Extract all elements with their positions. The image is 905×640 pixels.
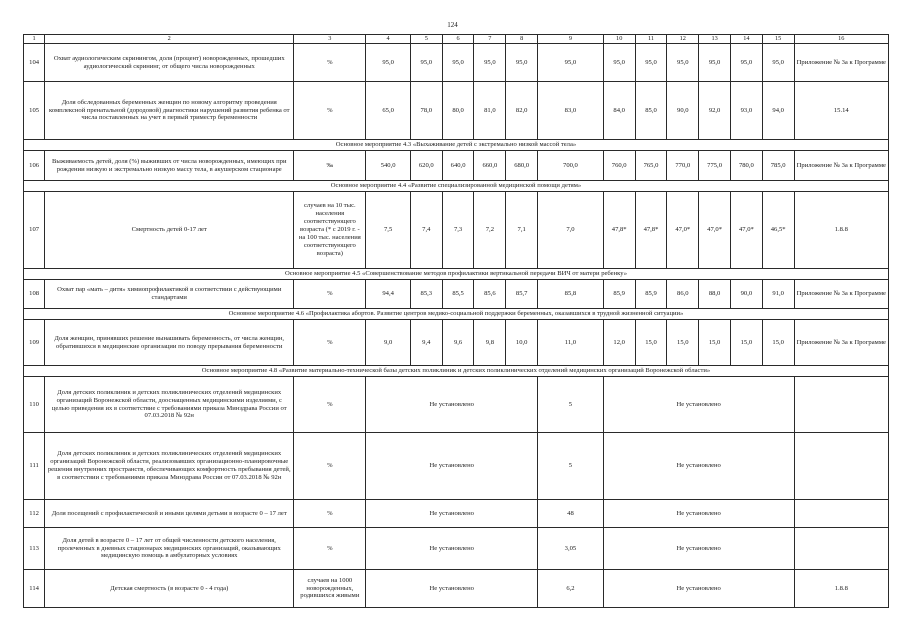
section-title: Основное мероприятие 4.3 «Выхаживание детей с экстремально низкой массой тела»: [24, 140, 889, 151]
row-number: 111: [24, 433, 45, 500]
value-cell: 785,0: [762, 151, 794, 181]
header-cell: 11: [635, 35, 667, 44]
value-cell: 90,0: [730, 280, 762, 309]
note-cell: Приложение № 3а к Программе: [794, 44, 888, 82]
section-row: [24, 269, 889, 280]
value-cell: 9,4: [410, 320, 442, 366]
indicator-name: Доля детских поликлиник и детских поликлинических отделений медицинских организаций Воронежской области, дооснащенных медицинскими изделиями, с целью приведения их в соответствие с требованиями приказа Минздрава России от 07.03.2018 № 92н: [45, 377, 294, 433]
value-cell: 90,0: [667, 82, 699, 140]
row-number: 109: [24, 320, 45, 366]
table-row: [24, 570, 889, 608]
value-cell: 80,0: [442, 82, 474, 140]
table-row: [24, 44, 889, 82]
value-cell: 7,0: [538, 192, 604, 269]
not-set-cell: Не установлено: [603, 377, 794, 433]
note-cell: [794, 528, 888, 570]
row-number: 113: [24, 528, 45, 570]
value-cell: 15,0: [667, 320, 699, 366]
not-set-cell: Не установлено: [366, 570, 538, 608]
header-cell: 13: [699, 35, 731, 44]
not-set-cell: Не установлено: [366, 377, 538, 433]
table-row: [24, 528, 889, 570]
value-cell: 47,0*: [667, 192, 699, 269]
note-cell: Приложение № 3а к Программе: [794, 280, 888, 309]
value-cell: 95,0: [410, 44, 442, 82]
page-number: 124: [447, 21, 458, 29]
value-cell: 680,0: [506, 151, 538, 181]
unit: %: [294, 433, 366, 500]
value-cell: 47,0*: [730, 192, 762, 269]
value-cell: 95,0: [730, 44, 762, 82]
note-cell: 1.8.8: [794, 192, 888, 269]
value-cell: 95,0: [699, 44, 731, 82]
header-cell: 3: [294, 35, 366, 44]
value-cell: 46,5*: [762, 192, 794, 269]
value-cell: 95,0: [635, 44, 667, 82]
value-cell: 9,8: [474, 320, 506, 366]
value-cell: 94,4: [366, 280, 411, 309]
value-cell: 95,0: [474, 44, 506, 82]
indicator-name: Доля обследованных беременных женщин по новому алгоритму проведения комплексной пренатальной (дородовой) диагностики нарушений развития ребенка от числа поставленных на учет в первый триместр беременности: [45, 82, 294, 140]
value-cell: 81,0: [474, 82, 506, 140]
not-set-cell: Не установлено: [603, 500, 794, 528]
table-row: [24, 433, 889, 500]
value-cell: 9,6: [442, 320, 474, 366]
value-cell: 7,1: [506, 192, 538, 269]
header-cell: 4: [366, 35, 411, 44]
value-cell: 95,0: [762, 44, 794, 82]
table-row: [24, 320, 889, 366]
value-cell: 94,0: [762, 82, 794, 140]
table-row: [24, 82, 889, 140]
value-cell: 640,0: [442, 151, 474, 181]
row-number: 107: [24, 192, 45, 269]
value-cell: 10,0: [506, 320, 538, 366]
indicator-name: Охват пар «мать – дитя» химиопрофилактикой в соответствии с действующими стандартами: [45, 280, 294, 309]
table-row: [24, 500, 889, 528]
unit: случаев на 1000 новорожденных, родившихся живыми: [294, 570, 366, 608]
header-cell: 10: [603, 35, 635, 44]
header-cell: 15: [762, 35, 794, 44]
value-cell: 78,0: [410, 82, 442, 140]
value-cell: 93,0: [730, 82, 762, 140]
value-cell: 9,0: [366, 320, 411, 366]
header-cell: 5: [410, 35, 442, 44]
indicators-table: [23, 34, 889, 608]
value-cell: 85,8: [538, 280, 604, 309]
unit: случаев на 10 тыс. населения соответствующего возраста (* с 2019 г. - на 100 тыс. населения соответствующего возраста): [294, 192, 366, 269]
row-number: 104: [24, 44, 45, 82]
value-cell: 15,0: [635, 320, 667, 366]
indicator-name: Доля детей в возрасте 0 – 17 лет от общей численности детского населения, пролеченных в дневных стационарах медицинских организаций, оказывающих медицинскую помощь в амбулаторных условиях: [45, 528, 294, 570]
value-cell: 82,0: [506, 82, 538, 140]
value-cell: 11,0: [538, 320, 604, 366]
value-cell: 85,3: [410, 280, 442, 309]
section-row: [24, 309, 889, 320]
section-title: Основное мероприятие 4.5 «Совершенствование методов профилактики вертикальной передачи ВИЧ от матери ребенку»: [24, 269, 889, 280]
indicator-name: Детская смертность (в возрасте 0 - 4 года): [45, 570, 294, 608]
value-cell: 7,4: [410, 192, 442, 269]
table-row: [24, 377, 889, 433]
value-cell: 620,0: [410, 151, 442, 181]
indicator-name: Выживаемость детей, доля (%) выживших от числа новорожденных, имеющих при рождении низкую и экстремально низкую массу тела, в акушерском стационаре: [45, 151, 294, 181]
value-cell: 88,0: [699, 280, 731, 309]
not-set-cell: Не установлено: [366, 433, 538, 500]
not-set-cell: Не установлено: [603, 433, 794, 500]
section-title: Основное мероприятие 4.6 «Профилактика абортов. Развитие центров медико-социальной поддержки беременных, оказавшихся в трудной жизненной ситуации»: [24, 309, 889, 320]
value-cell: 775,0: [699, 151, 731, 181]
note-cell: [794, 433, 888, 500]
table-row: [24, 151, 889, 181]
row-number: 106: [24, 151, 45, 181]
value-cell: 95,0: [538, 44, 604, 82]
value-cell: 780,0: [730, 151, 762, 181]
unit: %: [294, 44, 366, 82]
value-cell: 85,9: [635, 280, 667, 309]
section-row: [24, 181, 889, 192]
value-cell: 91,0: [762, 280, 794, 309]
value-cell: 15,0: [699, 320, 731, 366]
indicator-name: Доля женщин, принявших решение вынашивать беременность, от числа женщин, обратившихся в медицинские организации по поводу прерывания беременности: [45, 320, 294, 366]
section-row: [24, 366, 889, 377]
value-cell: 95,0: [603, 44, 635, 82]
value-cell: 770,0: [667, 151, 699, 181]
value-cell: 85,0: [635, 82, 667, 140]
note-cell: Приложение № 3а к Программе: [794, 320, 888, 366]
value-cell: 700,0: [538, 151, 604, 181]
note-cell: [794, 500, 888, 528]
unit: ‰: [294, 151, 366, 181]
note-cell: [794, 377, 888, 433]
unit: %: [294, 82, 366, 140]
value-cell: 15,0: [762, 320, 794, 366]
row-number: 110: [24, 377, 45, 433]
row-number: 108: [24, 280, 45, 309]
value-cell: 7,2: [474, 192, 506, 269]
indicator-name: Доля детских поликлиник и детских поликлинических отделений медицинских организаций Воронежской области, реализовавших организационно-планировочные решения внутренних пространств, обеспечивающих комфортность пребывания детей, в соответствии с требованиями приказа Минздрава России от 07.03.2018 № 92н: [45, 433, 294, 500]
value-cell: 12,0: [603, 320, 635, 366]
table-row: [24, 280, 889, 309]
value-cell: 85,9: [603, 280, 635, 309]
note-cell: 15.14: [794, 82, 888, 140]
value-cell: 95,0: [506, 44, 538, 82]
header-cell: 7: [474, 35, 506, 44]
header-cell: 8: [506, 35, 538, 44]
value-cell: 48: [538, 500, 604, 528]
value-cell: 85,7: [506, 280, 538, 309]
unit: %: [294, 528, 366, 570]
value-cell: 85,5: [442, 280, 474, 309]
value-cell: 6,2: [538, 570, 604, 608]
value-cell: 86,0: [667, 280, 699, 309]
value-cell: 95,0: [442, 44, 474, 82]
value-cell: 660,0: [474, 151, 506, 181]
value-cell: 765,0: [635, 151, 667, 181]
value-cell: 84,0: [603, 82, 635, 140]
section-title: Основное мероприятие 4.8 «Развитие материально-технической базы детских поликлиник и детских поликлинических отделений медицинских организаций Воронежской области»: [24, 366, 889, 377]
value-cell: 15,0: [730, 320, 762, 366]
unit: %: [294, 320, 366, 366]
value-cell: 92,0: [699, 82, 731, 140]
value-cell: 540,0: [366, 151, 411, 181]
indicator-name: Охват аудиологическим скринингом, доля (процент) новорожденных, прошедших аудиологический скрининг, от общего числа новорожденных: [45, 44, 294, 82]
header-row: [24, 35, 889, 44]
header-cell: 9: [538, 35, 604, 44]
value-cell: 47,0*: [699, 192, 731, 269]
note-cell: Приложение № 3а к Программе: [794, 151, 888, 181]
unit: %: [294, 377, 366, 433]
value-cell: 5: [538, 377, 604, 433]
value-cell: 85,6: [474, 280, 506, 309]
table-row: [24, 192, 889, 269]
indicator-name: Смертность детей 0-17 лет: [45, 192, 294, 269]
not-set-cell: Не установлено: [603, 570, 794, 608]
value-cell: 83,0: [538, 82, 604, 140]
header-cell: 6: [442, 35, 474, 44]
value-cell: 5: [538, 433, 604, 500]
row-number: 114: [24, 570, 45, 608]
section-title: Основное мероприятие 4.4 «Развитие специализированной медицинской помощи детям»: [24, 181, 889, 192]
value-cell: 47,8*: [635, 192, 667, 269]
unit: %: [294, 280, 366, 309]
value-cell: 760,0: [603, 151, 635, 181]
value-cell: 65,0: [366, 82, 411, 140]
row-number: 105: [24, 82, 45, 140]
value-cell: 7,5: [366, 192, 411, 269]
value-cell: 95,0: [667, 44, 699, 82]
not-set-cell: Не установлено: [603, 528, 794, 570]
section-row: [24, 140, 889, 151]
header-cell: 2: [45, 35, 294, 44]
header-cell: 1: [24, 35, 45, 44]
not-set-cell: Не установлено: [366, 500, 538, 528]
indicator-name: Доля посещений с профилактической и иными целями детьми в возрасте 0 – 17 лет: [45, 500, 294, 528]
unit: %: [294, 500, 366, 528]
value-cell: 95,0: [366, 44, 411, 82]
not-set-cell: Не установлено: [366, 528, 538, 570]
header-cell: 14: [730, 35, 762, 44]
header-cell: 16: [794, 35, 888, 44]
value-cell: 47,8*: [603, 192, 635, 269]
value-cell: 7,3: [442, 192, 474, 269]
row-number: 112: [24, 500, 45, 528]
value-cell: 3,05: [538, 528, 604, 570]
note-cell: 1.8.8: [794, 570, 888, 608]
header-cell: 12: [667, 35, 699, 44]
